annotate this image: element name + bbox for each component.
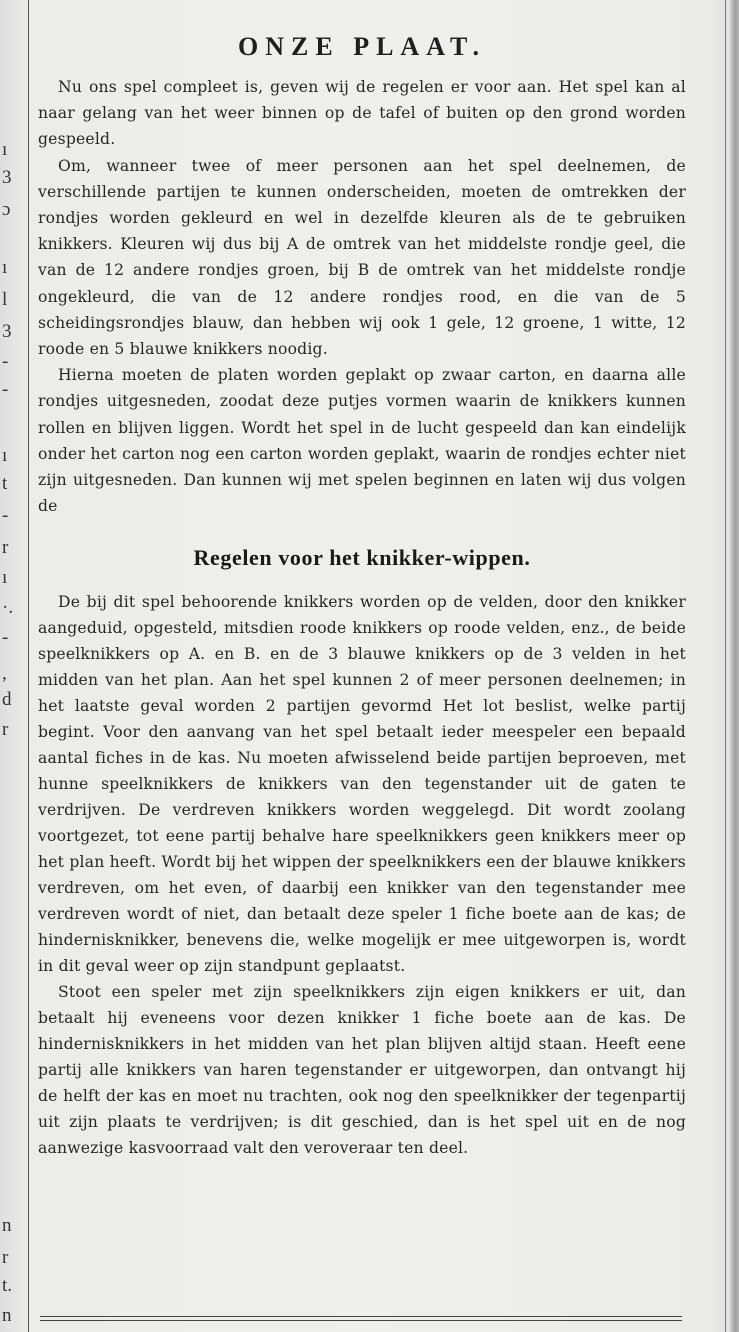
paragraph: Stoot een speler met zijn speelknikkers zijn eigen knikkers er uit, dan betaalt hij eveneens voor dezen knikker 1 fiche boete aan de kas. De hindernisknikkers in het midden van het plan blijven altijd staan. Heeft eene partij alle knikkers van haren tegenstander er uitgeworpen, dan ontvangt hij de helft der kas en moet nu trachten, ook nog den speelknikker der tegenpartij uit zijn plaats te verdrijven; is dit geschied, dan is het spel uit en de nog aanwezige kasvoorraad valt den veroveraar ten deel. xyxy=(38,983,686,1158)
rules-text xyxy=(38,589,686,1161)
column-fragment: ı xyxy=(2,139,8,160)
column-fragment: r xyxy=(2,1247,9,1268)
column-fragment: r xyxy=(2,537,9,558)
column-fragment: d xyxy=(2,689,12,710)
column-fragment: - xyxy=(2,351,9,372)
column-fragment: t. xyxy=(2,1275,13,1296)
column-fragment: ı xyxy=(2,567,8,588)
column-fragment: 3 xyxy=(2,321,12,342)
right-margin-line xyxy=(725,0,726,1332)
column-divider-line xyxy=(28,0,29,1332)
column-fragment: ı xyxy=(2,257,8,278)
paragraph: Hierna moeten de platen worden geplakt op zwaar carton, en daarna alle rondjes uitgesneden, zoodat deze putjes vormen waarin de knikkers kunnen rollen en blijven liggen. Wordt het spel in de lucht gespeeld dan kan eindelijk onder het carton nog een carton worden geplakt, waarin de rondjes echter niet zijn uitgesneden. Dan kunnen wij met spelen beginnen en laten wij dus volgen de xyxy=(38,366,686,516)
column-fragment: t xyxy=(2,473,8,494)
column-fragment: - xyxy=(2,379,9,400)
paragraph: De bij dit spel behoorende knikkers worden op de velden, door den knikker aangeduid, opgesteld, mitsdien roode knikkers op roode velden, enz., de beide speelknikkers op A. en B. en de 3 blauwe knikkers op de 3 velden in het midden van het plan. Aan het spel kunnen 2 of meer personen deelnemen; in het laatste geval worden 2 partijen gevormd Het lot beslist, welke partij begint. Voor den aanvang van het spel betaalt ieder meespeler een bepaald aantal fiches in de kas. Nu moeten afwisselend beide partijen beproeven, met hunne speelknikkers de knikkers van den tegenstander uit de gaten te verdrijven. De verdreven knikkers worden weggelegd. Dit wordt zoolang voortgezet, tot eene partij behalve hare speelknikkers geen knikkers meer op het plan heeft. Wordt bij het wippen der speelknikkers een der blauwe knikkers verdreven, om het even, of daarbij een knikker van den tegenstander mee verdreven wordt of niet, dan betaalt deze speler 1 fiche boete aan de kas; de hindernisknikker, benevens die, welke mogelijk er mee uitgeworpen is, wordt in dit geval weer op zijn standpunt geplaatst. xyxy=(38,593,686,976)
column-fragment: ·. xyxy=(2,597,14,618)
paragraph: Om, wanneer twee of meer personen aan het spel deelnemen, de verschillende partijen te kunnen onderscheiden, moeten de omtrekken der rondjes worden gekleurd en wel in dezelfde kleuren als de te gebruiken knikkers. Kleuren wij dus bij A de omtrek van het middelste rondje geel, die van de 12 andere rondjes groen, bij B de omtrek van het middelste rondje ongekleurd, die van de 12 andere rondjes rood, en die van de 5 scheidingsrondjes blauw, dan hebben wij ook 1 gele, 12 groene, 1 witte, 12 roode en 5 blauwe knikkers noodig. xyxy=(38,156,686,359)
column-fragment: - xyxy=(2,505,9,526)
article-title: ONZE PLAAT. xyxy=(238,32,486,61)
paragraph: Nu ons spel compleet is, geven wij de regelen er voor aan. Het spel kan al naar gelang van het weer binnen op de tafel of buiten op den grond worden gespeeld. xyxy=(38,78,686,149)
article-column xyxy=(38,30,686,1161)
column-fragment: 3 xyxy=(2,167,12,188)
column-fragment: , xyxy=(2,663,7,684)
column-fragment: n xyxy=(2,1305,12,1326)
section-heading: Regelen voor het knikker-wippen. xyxy=(193,545,531,571)
column-fragment: n xyxy=(2,1215,12,1236)
binding-edge xyxy=(730,0,739,1332)
column-fragment: l xyxy=(2,289,8,310)
intro-text xyxy=(38,74,686,519)
bottom-rule-line xyxy=(40,1320,682,1321)
bottom-rule-line xyxy=(40,1316,682,1317)
column-fragment: ɔ xyxy=(2,199,11,220)
column-fragment: ı xyxy=(2,445,8,466)
column-fragment: r xyxy=(2,719,9,740)
previous-column-edge xyxy=(0,0,28,1332)
column-fragment: - xyxy=(2,627,9,648)
